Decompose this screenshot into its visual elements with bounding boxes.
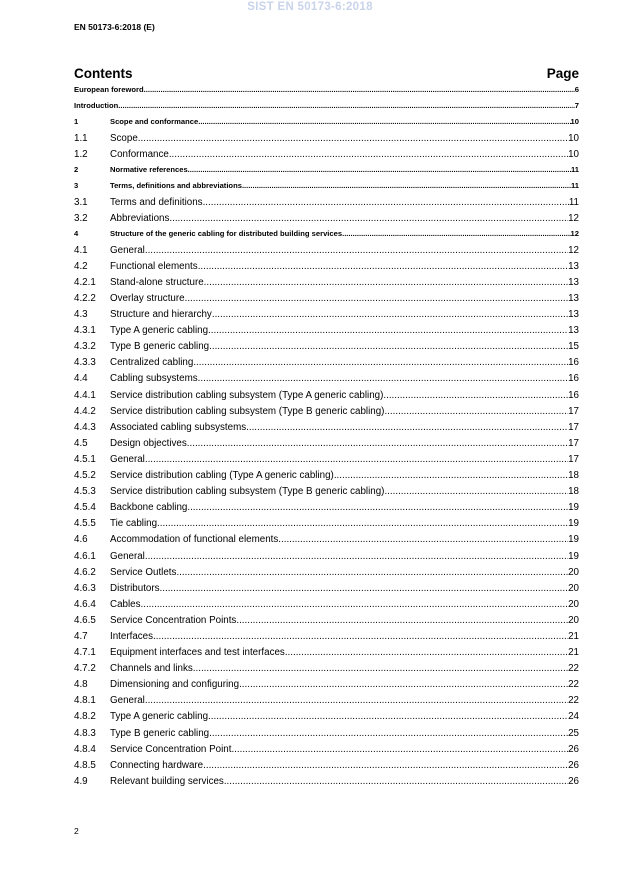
toc-entry[interactable] xyxy=(74,776,579,792)
toc-dot-leader xyxy=(204,277,568,288)
toc-entry-number: 4.6.1 xyxy=(74,550,96,562)
toc-entry[interactable] xyxy=(74,534,579,550)
toc-entry[interactable] xyxy=(74,357,579,373)
toc-entry-page: 16 xyxy=(568,389,579,401)
toc-entry-number: 4.4.1 xyxy=(74,389,96,401)
toc-entry-page: 24 xyxy=(568,711,579,723)
toc-entry-number: 3.1 xyxy=(74,196,88,208)
toc-entry-page: 11 xyxy=(568,196,579,208)
toc-entry[interactable] xyxy=(74,390,579,406)
toc-dot-leader xyxy=(169,213,568,224)
toc-entry-title: General xyxy=(110,453,145,465)
toc-entry-title: Service Concentration Points xyxy=(110,614,237,626)
toc-dot-leader xyxy=(383,390,568,401)
toc-dot-leader xyxy=(157,518,568,529)
toc-entry-title: General xyxy=(110,550,145,562)
toc-entry-page: 15 xyxy=(568,341,579,353)
toc-entry-title: Scope xyxy=(110,132,138,144)
toc-entry-title: Introduction xyxy=(74,100,119,110)
toc-dot-leader xyxy=(176,567,568,578)
toc-entry-number: 4.5 xyxy=(74,437,88,449)
toc-dot-leader xyxy=(118,101,574,110)
toc-entry-number: 4.6.2 xyxy=(74,566,96,578)
toc-entry-number: 4.4 xyxy=(74,373,88,385)
toc-entry-page: 10 xyxy=(568,148,579,160)
toc-entry[interactable] xyxy=(74,647,579,663)
toc-entry-page: 18 xyxy=(568,486,579,498)
toc-entry[interactable] xyxy=(74,744,579,760)
toc-entry-number: 4.3.1 xyxy=(74,325,96,337)
toc-entry[interactable] xyxy=(74,615,579,631)
toc-dot-leader xyxy=(384,406,568,417)
toc-dot-leader xyxy=(342,229,570,238)
toc-entry[interactable] xyxy=(74,551,579,567)
toc-entry-number: 4.3.2 xyxy=(74,341,96,353)
toc-dot-leader xyxy=(144,85,575,94)
toc-entry-number: 3 xyxy=(74,180,79,190)
toc-entry[interactable] xyxy=(74,422,579,438)
toc-entry[interactable] xyxy=(74,85,579,101)
toc-entry-title: Equipment interfaces and test interfaces xyxy=(110,647,285,659)
toc-entry[interactable] xyxy=(74,325,579,341)
toc-entry-number: 1.1 xyxy=(74,132,88,144)
toc-dot-leader xyxy=(193,357,568,368)
watermark: SIST EN 50173-6:2018 xyxy=(247,1,373,13)
toc-dot-leader xyxy=(187,502,568,513)
toc-dot-leader xyxy=(185,293,569,304)
toc-entry-title: Cabling subsystems xyxy=(110,373,198,385)
toc-dot-leader xyxy=(384,486,568,497)
toc-entry-number: 1 xyxy=(74,116,79,126)
toc-entry-title: Service distribution cabling subsystem (Type B generic cabling) xyxy=(110,486,385,498)
toc-entry-page: 20 xyxy=(568,582,579,594)
toc-entry-number: 4.5.3 xyxy=(74,486,96,498)
toc-dot-leader xyxy=(209,341,568,352)
toc-entry-number: 4.4.2 xyxy=(74,405,96,417)
toc-entry[interactable] xyxy=(74,277,579,293)
toc-dot-leader xyxy=(246,422,568,433)
toc-entry-title: Backbone cabling xyxy=(110,502,188,514)
toc-entry-page: 22 xyxy=(568,695,579,707)
toc-entry-page: 17 xyxy=(568,421,579,433)
toc-entry[interactable] xyxy=(74,728,579,744)
toc-dot-leader xyxy=(160,583,569,594)
toc-entry[interactable] xyxy=(74,261,579,277)
toc-entry-page: 26 xyxy=(568,759,579,771)
toc-entry-number: 4.3.3 xyxy=(74,357,96,369)
toc-entry-page: 19 xyxy=(568,550,579,562)
toc-entry-number: 4.8.3 xyxy=(74,727,96,739)
toc-entry-title: Functional elements xyxy=(110,260,198,272)
toc-entry[interactable] xyxy=(74,181,579,197)
toc-dot-leader xyxy=(334,470,568,481)
toc-entry[interactable] xyxy=(74,245,579,261)
toc-entry-title: Overlay structure xyxy=(110,293,185,304)
toc-entry-title: Scope and conformance xyxy=(110,116,199,126)
toc-entry[interactable] xyxy=(74,149,579,165)
toc-dot-leader xyxy=(208,325,568,336)
toc-page-label: Page xyxy=(546,66,579,81)
toc-entry[interactable] xyxy=(74,486,579,502)
toc-entry-page: 12 xyxy=(568,244,579,256)
toc-entry[interactable] xyxy=(74,663,579,679)
toc-entry-page: 19 xyxy=(568,518,579,530)
toc-entry-number: 4.6.5 xyxy=(74,614,96,626)
toc-dot-leader xyxy=(236,615,568,626)
toc-entry-title: Service distribution cabling (Type A generic cabling) xyxy=(110,470,334,482)
toc-entry-page: 11 xyxy=(570,164,579,174)
toc-entry-title: Terms and definitions xyxy=(110,196,203,208)
toc-entry-page: 26 xyxy=(568,775,579,787)
toc-entry-title: Abbreviations xyxy=(110,212,170,224)
toc-entry[interactable] xyxy=(74,760,579,776)
toc-entry[interactable] xyxy=(74,631,579,647)
toc-entry-number: 4.2.2 xyxy=(74,293,96,304)
toc-entry-page: 16 xyxy=(568,373,579,385)
toc-entry-number: 4.7.1 xyxy=(74,647,96,659)
toc-entry[interactable] xyxy=(74,229,579,245)
page-number: 2 xyxy=(74,826,79,836)
toc-entry-title: General xyxy=(110,244,145,256)
toc-entry-title: Centralized cabling xyxy=(110,357,194,369)
toc-entry[interactable] xyxy=(74,502,579,518)
toc-dot-leader xyxy=(208,711,568,722)
toc-dot-leader xyxy=(153,631,568,642)
toc-entry-page: 22 xyxy=(568,663,579,675)
toc-entry[interactable] xyxy=(74,438,579,454)
toc-entry-page: 17 xyxy=(568,437,579,449)
toc-entry-number: 3.2 xyxy=(74,212,88,224)
toc-entry-page: 6 xyxy=(574,85,579,94)
toc-entry-title: European foreword xyxy=(74,85,144,94)
toc-entry-title: Type B generic cabling xyxy=(110,341,210,353)
toc-entry-page: 26 xyxy=(568,743,579,755)
toc-entry-number: 1.2 xyxy=(74,148,88,160)
toc-entry-number: 4 xyxy=(74,228,79,238)
toc-entry-number: 4.1 xyxy=(74,244,88,256)
toc-entry-number: 4.5.4 xyxy=(74,502,96,514)
toc-dot-leader xyxy=(209,728,568,739)
toc-entry-page: 13 xyxy=(568,260,579,272)
toc-entry-title: Structure of the generic cabling for distributed building services xyxy=(110,228,343,238)
toc-entry-number: 4.8.4 xyxy=(74,743,96,755)
toc-entry[interactable] xyxy=(74,165,579,181)
toc-dot-leader xyxy=(242,181,571,190)
toc-entry-number: 4.6.4 xyxy=(74,598,96,610)
toc-entry-number: 4.3 xyxy=(74,309,88,321)
toc-entry-title: Connecting hardware xyxy=(110,759,204,771)
toc-entry-title: Structure and hierarchy xyxy=(110,309,212,321)
toc-entry[interactable] xyxy=(74,567,579,583)
toc-entry-page: 20 xyxy=(568,566,579,578)
toc-entry[interactable] xyxy=(74,197,579,213)
toc-entry-title: Terms, definitions and abbreviations xyxy=(110,180,242,190)
toc-entry-title: Dimensioning and configuring xyxy=(110,679,240,691)
toc-dot-leader xyxy=(198,261,568,272)
toc-entry[interactable] xyxy=(74,679,579,695)
table-of-contents xyxy=(74,85,579,792)
toc-dot-leader xyxy=(198,117,570,126)
toc-entry-number: 4.5.5 xyxy=(74,518,96,530)
toc-dot-leader xyxy=(141,599,569,610)
toc-entry-page: 19 xyxy=(568,534,579,546)
toc-dot-leader xyxy=(285,647,568,658)
toc-entry-title: Conformance xyxy=(110,148,169,160)
toc-entry-page: 10 xyxy=(570,116,579,126)
toc-entry-title: Service distribution cabling subsystem (Type B generic cabling) xyxy=(110,405,385,417)
toc-entry-page: 18 xyxy=(568,470,579,482)
toc-entry-page: 25 xyxy=(568,727,579,739)
toc-entry-page: 11 xyxy=(570,180,579,190)
toc-entry[interactable] xyxy=(74,341,579,357)
toc-dot-leader xyxy=(188,165,571,174)
toc-entry-number: 4.2.1 xyxy=(74,276,96,288)
toc-entry-page: 17 xyxy=(568,405,579,417)
toc-entry-title: Normative references xyxy=(110,164,188,174)
toc-entry[interactable] xyxy=(74,213,579,229)
document-id: EN 50173-6:2018 (E) xyxy=(74,22,155,32)
toc-entry[interactable] xyxy=(74,406,579,422)
toc-entry-number: 4.2 xyxy=(74,260,88,272)
toc-header xyxy=(74,66,579,84)
toc-entry-page: 22 xyxy=(568,679,579,691)
toc-dot-leader xyxy=(169,149,568,160)
toc-dot-leader xyxy=(239,679,568,690)
toc-entry-number: 4.6.3 xyxy=(74,582,96,594)
toc-dot-leader xyxy=(278,534,568,545)
toc-entry[interactable] xyxy=(74,599,579,615)
toc-dot-leader xyxy=(198,373,568,384)
toc-entry-page: 12 xyxy=(568,212,579,224)
toc-entry-page: 19 xyxy=(568,502,579,514)
toc-entry-title: Tie cabling xyxy=(110,518,158,530)
toc-entry[interactable] xyxy=(74,518,579,534)
toc-entry-number: 4.5.1 xyxy=(74,453,96,465)
toc-entry-page: 17 xyxy=(568,453,579,465)
toc-entry[interactable] xyxy=(74,309,579,325)
toc-entry[interactable] xyxy=(74,117,579,133)
toc-entry-page: 13 xyxy=(568,276,579,288)
toc-entry-number: 4.7 xyxy=(74,630,88,642)
toc-entry-title: Interfaces xyxy=(110,630,154,642)
toc-entry-title: Service Concentration Point xyxy=(110,743,232,755)
toc-dot-leader xyxy=(138,133,568,144)
toc-entry-page: 21 xyxy=(568,630,579,642)
toc-entry-title: Service distribution cabling subsystem (Type A generic cabling) xyxy=(110,389,384,401)
toc-title: Contents xyxy=(74,66,133,81)
toc-entry-number: 4.8 xyxy=(74,679,88,691)
toc-entry-number: 4.8.1 xyxy=(74,695,96,707)
toc-entry-title: Service Outlets xyxy=(110,566,177,578)
toc-entry-number: 2 xyxy=(74,164,79,174)
toc-entry[interactable] xyxy=(74,133,579,149)
toc-entry[interactable] xyxy=(74,101,579,117)
toc-entry[interactable] xyxy=(74,470,579,486)
toc-entry-number: 4.8.5 xyxy=(74,759,96,771)
toc-dot-leader xyxy=(224,776,568,787)
toc-entry-title: Relevant building services xyxy=(110,775,224,787)
toc-entry-title: Cables xyxy=(110,598,141,610)
toc-dot-leader xyxy=(193,663,568,674)
toc-entry-number: 4.4.3 xyxy=(74,421,96,433)
toc-entry-title: Type A generic cabling xyxy=(110,711,209,723)
toc-entry-title: General xyxy=(110,695,145,707)
toc-entry-number: 4.5.2 xyxy=(74,470,96,482)
toc-entry-page: 20 xyxy=(568,614,579,626)
toc-entry[interactable] xyxy=(74,373,579,389)
toc-entry-title: Associated cabling subsystems xyxy=(110,421,247,433)
toc-entry[interactable] xyxy=(74,711,579,727)
toc-dot-leader xyxy=(203,197,569,208)
toc-entry[interactable] xyxy=(74,583,579,599)
toc-entry-title: Type B generic cabling xyxy=(110,727,210,739)
toc-dot-leader xyxy=(145,245,568,256)
toc-dot-leader xyxy=(187,438,568,449)
toc-entry-title: Design objectives xyxy=(110,437,187,449)
toc-dot-leader xyxy=(145,551,568,562)
toc-entry-number: 4.9 xyxy=(74,775,88,787)
toc-entry-page: 12 xyxy=(570,228,579,238)
toc-entry-title: Type A generic cabling xyxy=(110,325,209,337)
toc-entry-number: 4.6 xyxy=(74,534,88,546)
toc-entry-title: Distributors xyxy=(110,582,160,594)
toc-entry-page: 13 xyxy=(568,309,579,321)
toc-entry-page: 10 xyxy=(568,132,579,144)
toc-entry-page: 20 xyxy=(568,598,579,610)
toc-dot-leader xyxy=(203,760,568,771)
toc-entry[interactable] xyxy=(74,695,579,711)
toc-entry-title: Stand-alone structure xyxy=(110,276,204,288)
toc-entry[interactable] xyxy=(74,454,579,470)
toc-entry-page: 13 xyxy=(568,325,579,337)
toc-entry-page: 21 xyxy=(568,647,579,659)
toc-entry-page: 16 xyxy=(568,357,579,369)
toc-entry-title: Accommodation of functional elements xyxy=(110,534,279,546)
toc-entry-number: 4.7.2 xyxy=(74,663,96,675)
toc-entry[interactable] xyxy=(74,293,579,309)
toc-entry-title: Channels and links xyxy=(110,663,193,675)
toc-dot-leader xyxy=(212,309,568,320)
toc-entry-page: 13 xyxy=(568,293,579,304)
toc-dot-leader xyxy=(145,695,568,706)
toc-entry-page: 7 xyxy=(574,100,579,110)
toc-entry-number: 4.8.2 xyxy=(74,711,96,723)
toc-dot-leader xyxy=(231,744,568,755)
toc-dot-leader xyxy=(145,454,568,465)
